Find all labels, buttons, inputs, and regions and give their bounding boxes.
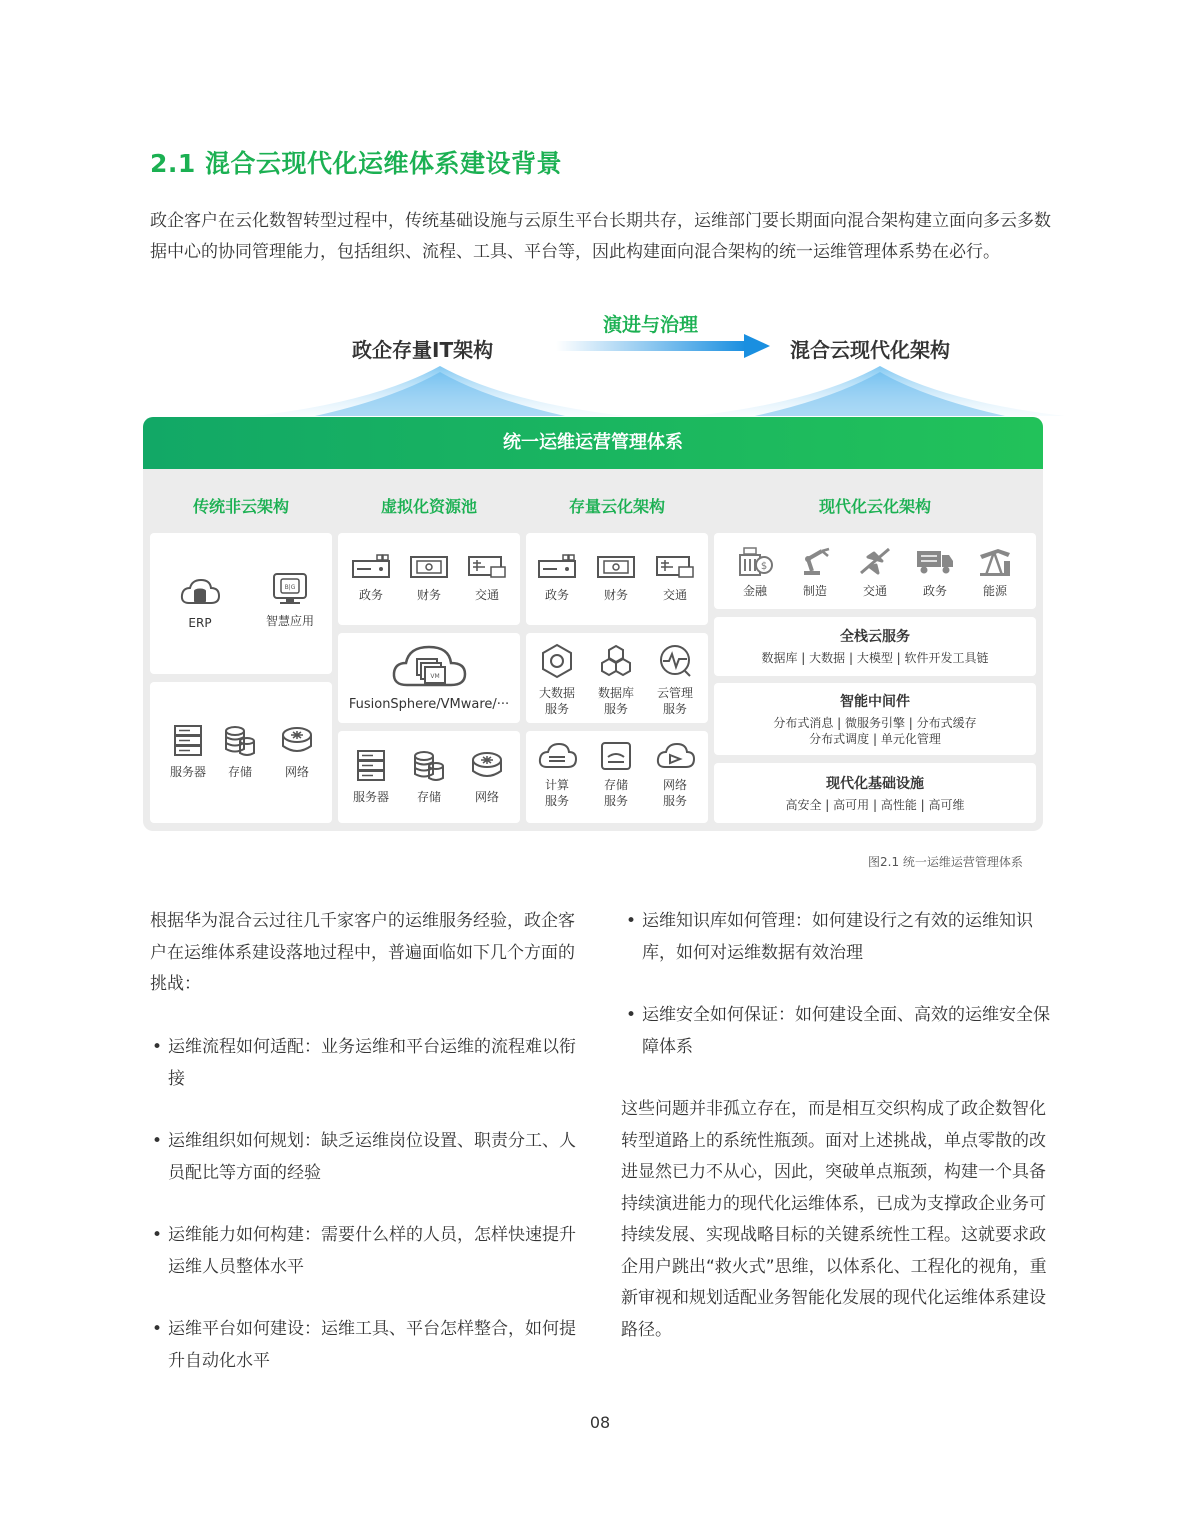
vp-storage-item [404,749,454,805]
virtualization-platform-box [338,633,520,723]
server-icon [355,749,387,783]
svg-text:$: $ [760,561,768,572]
platform-label: FusionSphere/VMware/··· [348,697,510,712]
server-icon [172,724,204,758]
cloud-finance-item [591,553,641,603]
fullstack-cloud-desc: 数据库 | 大数据 | 大模型 | 软件开发工具链 [761,651,989,665]
modern-infra-title: 现代化基础设施 [826,776,924,792]
industry-finance-label: 金融 [742,584,767,598]
transport-label: 交通 [474,588,499,602]
panel-banner: 统一运维运营管理体系 [143,417,1043,469]
challenge-bullet: • 运维流程如何适配：业务运维和平台运维的流程难以衔接 [150,1032,582,1095]
bigdata-label-2: 服务 [544,702,569,716]
network-cloud-icon [655,741,695,771]
industry-energy [968,545,1022,599]
vm-cloud-icon [389,641,469,689]
transport-app-icon [467,553,507,581]
cloud-transport-item [650,553,700,603]
finance-label: 财务 [416,588,441,602]
cloud-gov-label: 政务 [544,588,569,602]
bigdata-hex-icon [539,643,575,679]
industry-transport-label: 交通 [862,584,887,598]
challenge-bullet: • 运维知识库如何管理：如何建设行之有效的运维知识库，如何对运维数据有效治理 [624,906,1056,969]
bigdata-service-item [532,643,582,717]
truck-icon [915,545,955,577]
evolution-arrow-icon [556,333,771,359]
storage-box-icon [598,741,634,771]
compute-cloud-icon [537,741,577,771]
traditional-apps-box [150,533,332,674]
database-label-2: 服务 [603,702,628,716]
server-label: 服务器 [169,765,206,779]
challenge-bullet: • 运维组织如何规划：缺乏运维岗位设置、职责分工、人员配比等方面的经验 [150,1126,582,1189]
server-item [158,724,218,780]
cloud-apps-box [526,533,708,625]
conclusion-paragraph: 这些问题并非孤立存在，而是相互交织构成了政企数智化转型道路上的系统性瓶颈。面对上述挑战，单点零散的改进显然已力不从心，因此，突破单点瓶颈，构建一个具备持续演进能力的现代化运维体系，已成为支撑政企业务可持续发展、实现战略目标的关键系统性工程。这就要求政企用户跳出“救火式”思维，以体系化、工程化的视角，重新审视和规划适配业务智能化发展的现代化运维体系建设路径。 [621,1099,1047,1340]
section-intro: 政企客户在云化数智转型过程中，传统基础设施与云原生平台长期共存，运维部门要长期面向混合架构建立面向多云多数据中心的协同管理能力，包括组织、流程、工具、平台等，因此构建面向混合架构的统一运维管理体系势在必行。 [150,211,1051,262]
storage-service-label-2: 服务 [603,794,628,808]
page-number: 08 [589,1413,611,1432]
vp-server-item [346,749,396,805]
fullstack-cloud-box [714,617,1036,676]
network-label: 网络 [284,765,309,779]
compute-service-item [532,741,582,809]
smart-middleware-desc-1: 分布式消息 | 微服务引擎 | 分布式缓存 [773,716,977,730]
smart-app-label: 智慧应用 [265,614,314,628]
industries-box [714,533,1036,609]
vp-network-label: 网络 [474,790,499,804]
cloudmgmt-label-2: 服务 [662,702,687,716]
vp-server-label: 服务器 [352,790,389,804]
challenge-bullet: • 运维平台如何建设：运维工具、平台怎样整合，如何提升自动化水平 [150,1314,582,1377]
storage-icon [412,749,446,783]
svg-text:B|G: B|G [284,584,296,591]
network-service-label-1: 网络 [662,778,687,792]
storage-service-label-1: 存储 [603,778,628,792]
network-router-icon [470,749,504,783]
modern-infra-box [714,763,1036,823]
gov-app-icon [537,553,577,581]
network-service-label-2: 服务 [662,794,687,808]
gov-app-icon [351,553,391,581]
smart-middleware-desc-2: 分布式调度 | 单元化管理 [809,732,941,746]
column-title-traditional: 传统非云架构 [192,497,289,516]
cloud-finance-label: 财务 [603,588,628,602]
left-architecture-label: 政企存量IT架构 [352,338,494,362]
industry-energy-label: 能源 [982,584,1007,598]
compute-label-2: 服务 [544,794,569,808]
network-router-icon [280,724,314,758]
monitor-app-icon [270,571,310,607]
vp-network-item [462,749,512,805]
cloud-services-box [526,633,708,723]
virtualization-apps-box [338,533,520,625]
database-service-item [591,643,641,717]
industry-finance [728,545,782,599]
database-hex-icon [598,643,634,679]
fullstack-cloud-title: 全栈云服务 [840,629,910,645]
oil-pump-icon [976,545,1014,577]
industry-government [908,545,962,599]
database-label-1: 数据库 [597,686,634,700]
smart-middleware-box [714,683,1036,755]
cloud-gov-item [532,553,582,603]
bigdata-label-1: 大数据 [538,686,575,700]
transport-item [462,553,512,603]
left-glow [255,362,625,418]
industry-manufacturing [788,545,842,599]
virtualization-infra-box [338,731,520,823]
svg-text:VM: VM [430,673,440,680]
storage-service-item [591,741,641,809]
challenge-bullet: • 运维安全如何保证：如何建设全面、高效的运维安全保障体系 [624,1000,1056,1063]
challenge-bullet: • 运维能力如何构建：需要什么样的人员，怎样快速提升运维人员整体水平 [150,1220,582,1283]
network-service-item [650,741,700,809]
transport-app-icon [655,553,695,581]
challenges-intro: 根据华为混合云过往几千家客户的运维服务经验，政企客户在运维体系建设落地过程中，普遍面临如下几个方面的挑战： [150,911,575,994]
column-title-cloud: 存量云化架构 [568,497,665,516]
column-title-virtualization: 虚拟化资源池 [380,497,477,516]
erp-item [170,575,230,631]
cloudmgmt-service-item [650,643,700,717]
gov-label: 政务 [358,588,383,602]
section-title: 2.1 混合云现代化运维体系建设背景 [150,149,562,178]
evolution-arrow-label: 演进与治理 [603,314,699,336]
network-item [272,724,322,780]
right-architecture-label: 混合云现代化架构 [790,338,950,362]
robot-arm-icon [796,545,834,577]
column-title-modern: 现代化云化架构 [818,497,931,516]
modern-infra-desc: 高安全 | 高可用 | 高性能 | 高可维 [785,798,965,812]
smart-middleware-title: 智能中间件 [840,694,910,710]
finance-item [404,553,454,603]
industry-manufacturing-label: 制造 [802,584,827,598]
industry-transport [848,545,902,599]
traditional-infra-box [150,682,332,823]
database-cloud-icon [179,575,221,609]
figure-caption: 图2.1 统一运维运营管理体系 [868,855,1023,869]
cloud-transport-label: 交通 [662,588,687,602]
cloudmgmt-label-1: 云管理 [656,686,693,700]
compute-label-1: 计算 [544,778,569,792]
monitor-pulse-icon [657,643,693,679]
gov-item [346,553,396,603]
finance-app-icon [409,553,449,581]
storage-icon [223,724,257,758]
storage-label: 存储 [227,765,252,779]
vp-storage-label: 存储 [416,790,441,804]
erp-label: ERP [188,616,212,630]
bank-icon [736,545,774,577]
finance-app-icon [596,553,636,581]
storage-item [215,724,265,780]
right-glow [695,362,1065,418]
airplane-icon [856,545,894,577]
industry-government-label: 政务 [922,584,947,598]
smart-app-item [255,571,325,629]
unified-ops-panel [143,417,1043,831]
cloud-infra-services-box [526,731,708,823]
